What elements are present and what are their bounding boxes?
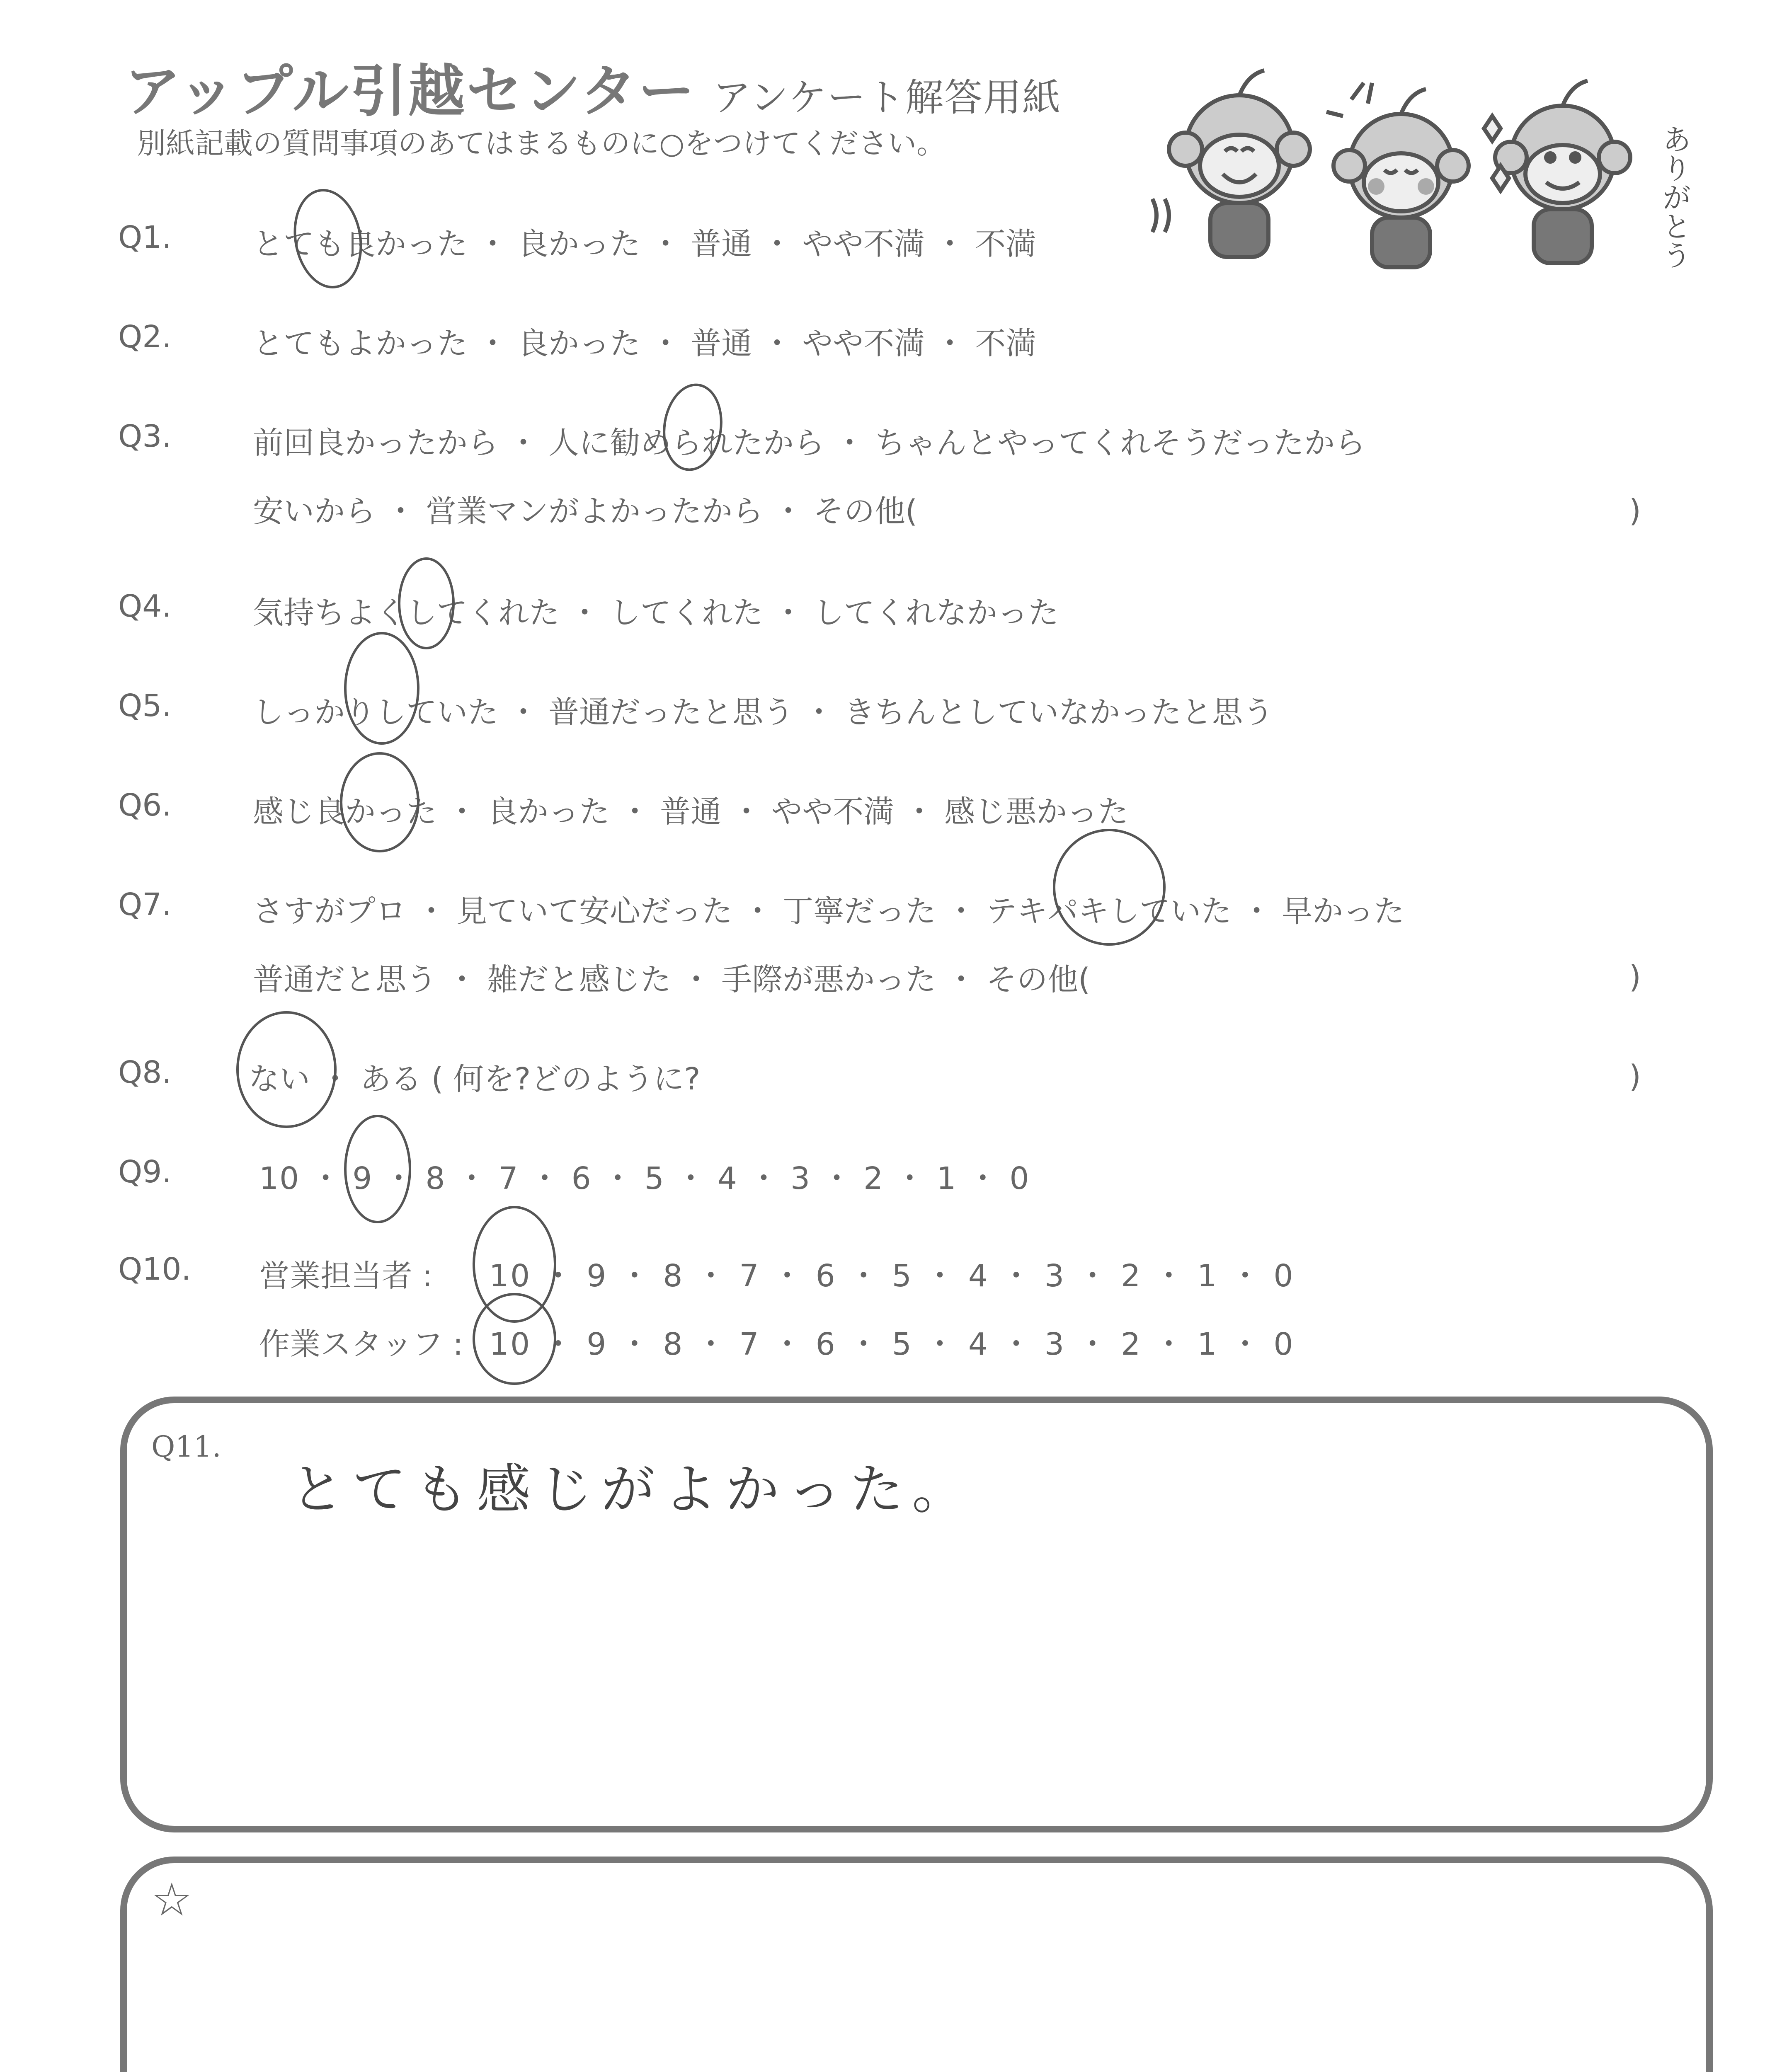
q1-label: Q1. xyxy=(118,220,172,255)
q5-label: Q5. xyxy=(118,688,172,724)
q5-options: しっかりしていた ・ 普通だったと思う ・ きちんとしていなかったと思う xyxy=(253,695,1274,730)
q8-label: Q8. xyxy=(118,1055,172,1090)
q11-answer-handwritten: とても感じがよかった。 xyxy=(290,1458,975,1521)
q1-options: とても良かった ・ 良かった ・ 普通 ・ やや不満 ・ 不満 xyxy=(253,226,1037,262)
q2-label: Q2. xyxy=(118,319,172,355)
q10-sales-label: 営業担当者 : xyxy=(259,1258,433,1294)
q3-options-line2: 安いから ・ 営業マンがよかったから ・ その他( xyxy=(253,494,917,529)
answer-circle-mark xyxy=(286,184,370,294)
company-name: アップル引越センター xyxy=(124,59,696,124)
q9-label: Q9. xyxy=(118,1154,172,1190)
star-label: ☆ xyxy=(151,1873,192,1926)
q4-options: 気持ちよくしてくれた ・ してくれた ・ してくれなかった xyxy=(253,595,1059,631)
q7-options-line2: 普通だと思う ・ 雑だと感じた ・ 手際が悪かった ・ その他( xyxy=(253,962,1091,997)
q6-label: Q6. xyxy=(118,787,172,823)
monkey-icon xyxy=(1326,83,1469,267)
q10-staff-scale: 10 ・ 9 ・ 8 ・ 7 ・ 6 ・ 5 ・ 4 ・ 3 ・ 2 ・ 1 ・ 0 xyxy=(489,1326,1295,1362)
q10-staff-label: 作業スタッフ : xyxy=(259,1326,463,1362)
form-title xyxy=(124,46,1061,127)
form-subtitle: アンケート解答用紙 xyxy=(713,75,1062,120)
monkey-icon xyxy=(1152,70,1310,257)
q7-label: Q7. xyxy=(118,887,172,922)
answer-circle-mark xyxy=(344,1115,411,1223)
answer-circle-mark xyxy=(236,1011,337,1128)
q8-options: ない ・ ある ( 何を?どのように? xyxy=(249,1061,701,1097)
q7-close-paren: ) xyxy=(1629,959,1641,995)
q3-close-paren: ) xyxy=(1629,493,1641,529)
q10-sales-scale: 10 ・ 9 ・ 8 ・ 7 ・ 6 ・ 5 ・ 4 ・ 3 ・ 2 ・ 1 ・ 0 xyxy=(489,1258,1295,1294)
q7-options-line1: さすがプロ ・ 見ていて安心だった ・ 丁寧だった ・ テキパキしていた ・ 早かった xyxy=(253,893,1405,929)
q10-label: Q10. xyxy=(118,1251,191,1287)
answer-circle-mark xyxy=(398,557,455,649)
answer-circle-mark xyxy=(344,632,419,745)
q2-options: とてもよかった ・ 良かった ・ 普通 ・ やや不満 ・ 不満 xyxy=(253,326,1037,361)
q4-label: Q4. xyxy=(118,588,172,624)
monkey-icon xyxy=(1484,81,1630,263)
instruction-text: 別紙記載の質問事項のあてはまるものに○をつけてください。 xyxy=(137,126,946,160)
q6-options: 感じ良かった ・ 良かった ・ 普通 ・ やや不満 ・ 感じ悪かった xyxy=(253,794,1129,830)
answer-circle-mark xyxy=(473,1293,556,1385)
q11-label: Q11. xyxy=(151,1430,221,1464)
thanks-text: ありがとう xyxy=(1658,124,1692,269)
q3-label: Q3. xyxy=(118,419,172,454)
answer-circle-mark xyxy=(340,752,419,852)
q8-close-paren: ) xyxy=(1629,1059,1641,1094)
monkey-mascots-illustration xyxy=(1136,62,1716,278)
q3-options-line1: 前回良かったから ・ 人に勧められたから ・ ちゃんとやってくれそうだったから xyxy=(253,425,1366,461)
q9-scale: 10 ・ 9 ・ 8 ・ 7 ・ 6 ・ 5 ・ 4 ・ 3 ・ 2 ・ 1 ・ 0 xyxy=(259,1161,1030,1196)
answer-circle-mark xyxy=(1053,829,1166,946)
star-comment-box xyxy=(120,1857,1713,2072)
